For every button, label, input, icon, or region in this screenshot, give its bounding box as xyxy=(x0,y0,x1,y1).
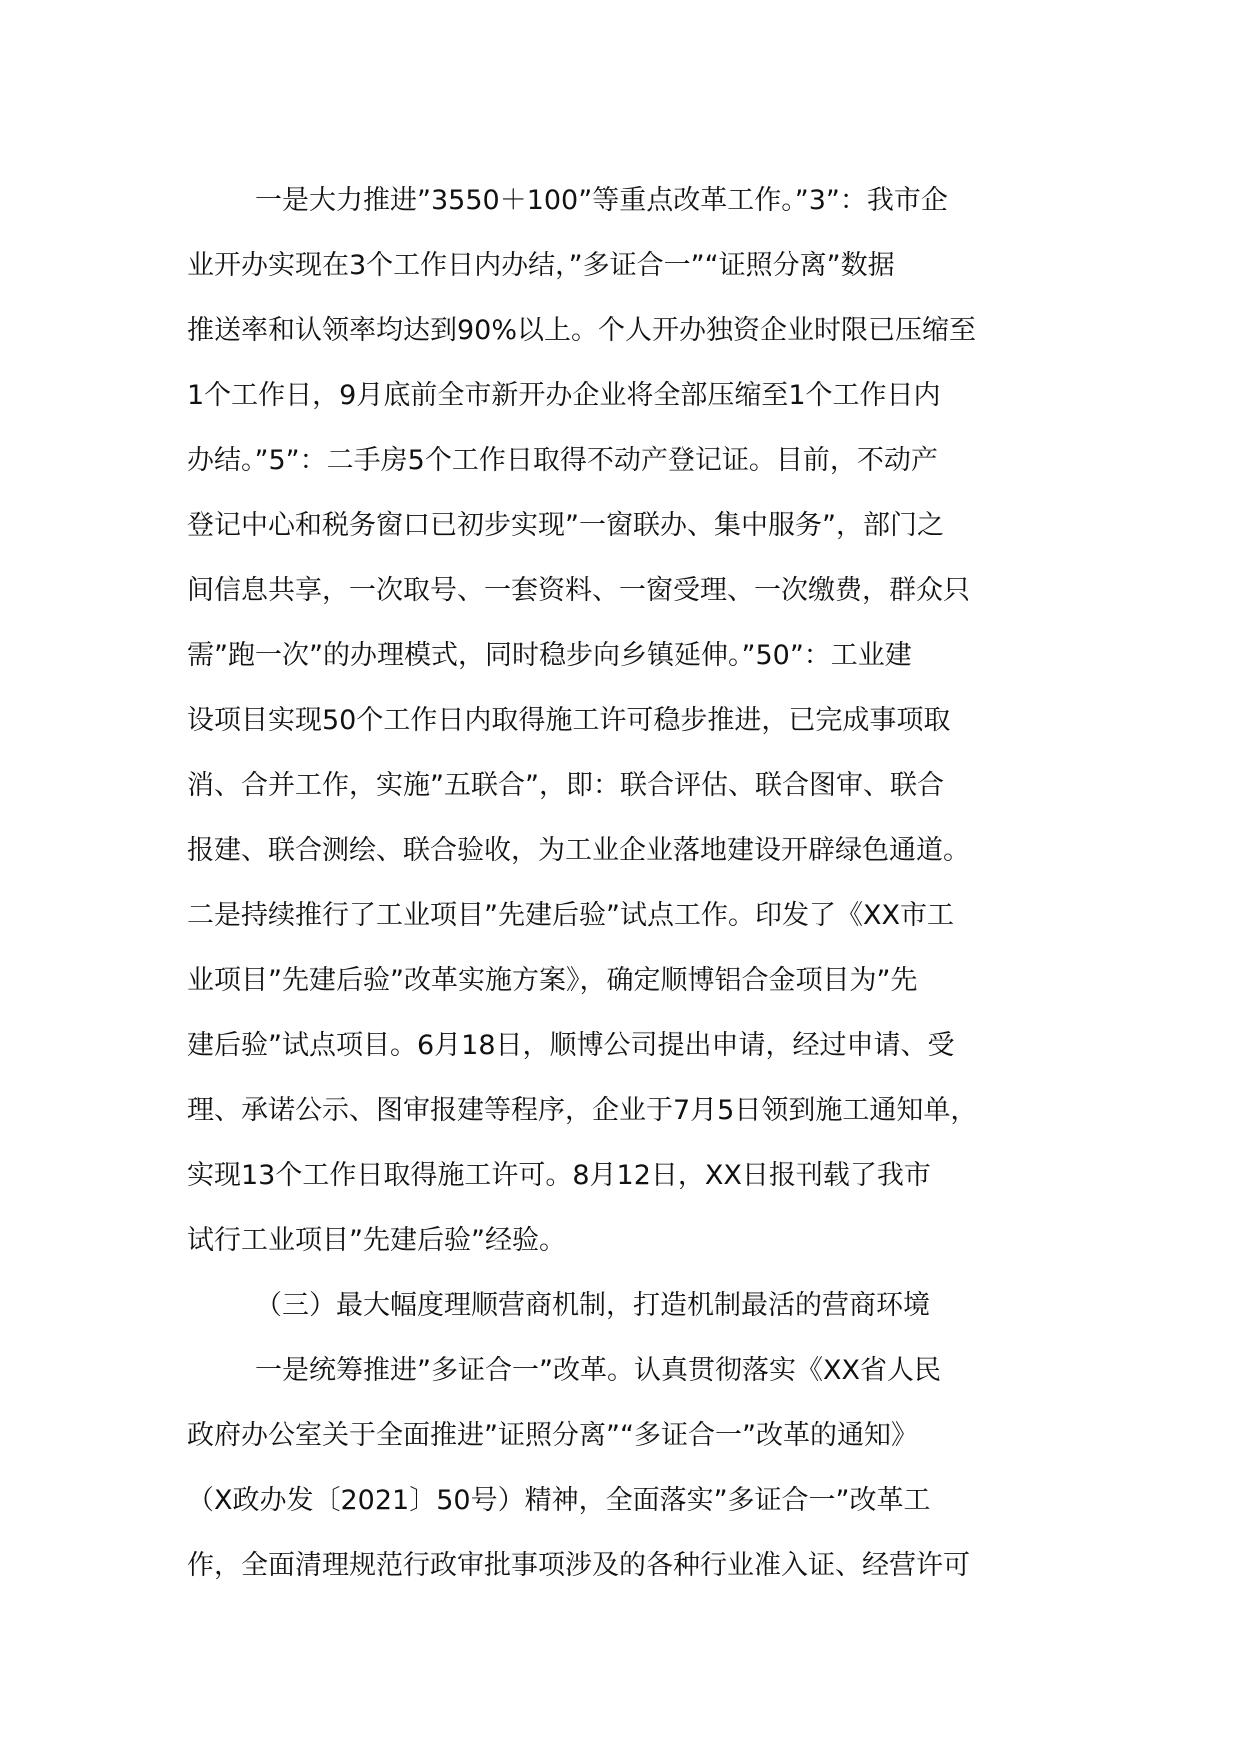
document-body xyxy=(187,168,1067,1598)
text-line: 报建、联合测绘、联合验收，为工业企业落地建设开辟绿色通道。 xyxy=(187,835,970,866)
text-line: （三）最大幅度理顺营商机制，打造机制最活的营商环境 xyxy=(255,1290,930,1321)
text-line: 间信息共享，一次取号、一套资料、一窗受理、一次缴费，群众只 xyxy=(187,575,970,606)
text-line: 登记中心和税务窗口已初步实现”一窗联办、集中服务”，部门之 xyxy=(187,510,944,541)
text-line: 设项目实现50个工作日内取得施工许可稳步推进，已完成事项取 xyxy=(187,705,951,736)
text-line: （X政办发〔2021〕50号）精神，全面落实”多证合一”改革工 xyxy=(187,1485,931,1516)
text-line: 政府办公室关于全面推进”证照分离”“多证合一”改革的通知》 xyxy=(187,1420,918,1451)
text-line: 理、承诺公示、图审报建等程序，企业于7月5日领到施工通知单， xyxy=(187,1095,978,1126)
text-line: 一是统筹推进”多证合一”改革。认真贯彻落实《XX省人民 xyxy=(255,1355,941,1386)
text-line: 消、合并工作，实施”五联合”，即：联合评估、联合图审、联合 xyxy=(187,770,944,801)
text-line: 业项目”先建后验”改革实施方案》，确定顺博铝合金项目为”先 xyxy=(187,965,918,996)
text-line: 业开办实现在3个工作日内办结，”多证合一”“证照分离”数据 xyxy=(187,250,895,281)
text-line: 需”跑一次”的办理模式，同时稳步向乡镇延伸。”50”：工业建 xyxy=(187,640,912,671)
text-line: 一是大力推进”3550＋100”等重点改革工作。”3”：我市企 xyxy=(255,185,948,216)
text-line: 二是持续推行了工业项目”先建后验”试点工作。印发了《XX市工 xyxy=(187,900,954,931)
text-line: 1个工作日，9月底前全市新开办企业将全部压缩至1个工作日内 xyxy=(187,380,941,411)
text-line: 办结。”5”：二手房5个工作日取得不动产登记证。目前，不动产 xyxy=(187,445,938,476)
text-line: 试行工业项目”先建后验”经验。 xyxy=(187,1225,566,1256)
text-line: 实现13个工作日取得施工许可。8月12日，XX日报刊载了我市 xyxy=(187,1160,931,1191)
text-line: 建后验”试点项目。6月18日，顺博公司提出申请，经过申请、受 xyxy=(187,1030,955,1061)
text-line: 推送率和认领率均达到90%以上。个人开办独资企业时限已压缩至 xyxy=(187,315,977,346)
text-line: 作，全面清理规范行政审批事项涉及的各种行业准入证、经营许可 xyxy=(187,1550,970,1581)
